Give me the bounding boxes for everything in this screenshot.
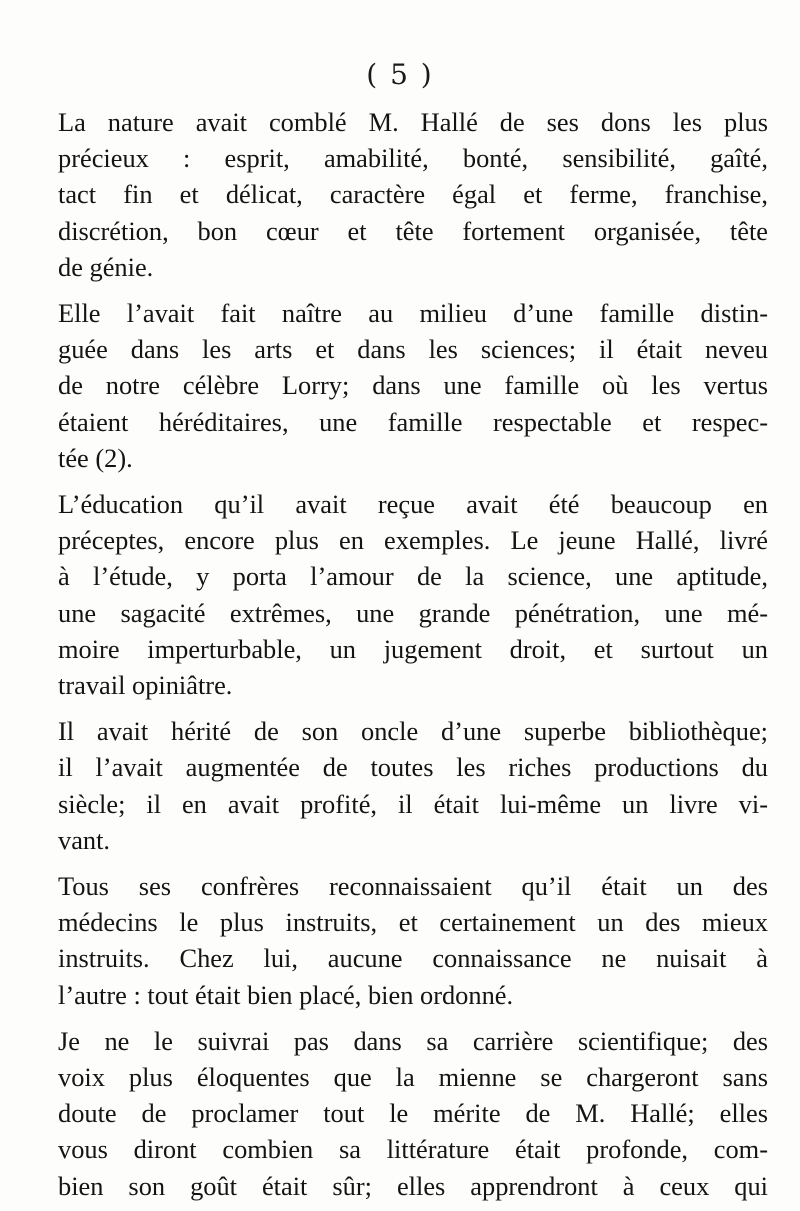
text-line: travail opiniâtre. xyxy=(58,670,233,701)
text-line: médecins le plus instruits, et certainement un des mieux xyxy=(58,907,768,938)
text-line: vant. xyxy=(58,824,111,855)
paragraph-3 xyxy=(58,486,768,703)
text-line: à l’étude, y porta l’amour de la science, une aptitude, xyxy=(58,561,768,592)
text-line: doute de proclamer tout le mérite de M. Hallé; elles xyxy=(58,1098,768,1129)
text-line: Elle l’avait fait naître au milieu d’une famille distin- xyxy=(58,298,768,329)
text-line: l’autre : tout était bien placé, bien ordonné. xyxy=(58,979,514,1010)
paragraph-2 xyxy=(58,295,768,476)
text-line: tact fin et délicat, caractère égal et ferme, franchise, xyxy=(58,179,768,210)
text-line: de génie. xyxy=(58,251,154,282)
text-line: discrétion, bon cœur et tête fortement organisée, tête xyxy=(58,215,768,246)
text-line: étaient héréditaires, une famille respectable et respec- xyxy=(58,406,768,437)
paragraph-4 xyxy=(58,713,768,858)
text-line: voix plus éloquentes que la mienne se chargeront sans xyxy=(58,1062,768,1093)
paragraph-6 xyxy=(58,1023,768,1204)
text-line: Il avait hérité de son oncle d’une superbe bibliothèque; xyxy=(58,716,768,747)
text-line: de notre célèbre Lorry; dans une famille où les vertus xyxy=(58,370,768,401)
text-line: moire imperturbable, un jugement droit, et surtout un xyxy=(58,633,768,664)
text-line: guée dans les arts et dans les sciences; il était neveu xyxy=(58,334,768,365)
body-text xyxy=(58,104,768,1211)
text-line: une sagacité extrêmes, une grande pénétration, une mé- xyxy=(58,597,768,628)
text-line: précieux : esprit, amabilité, bonté, sensibilité, gaîté, xyxy=(58,143,768,174)
text-line: instruits. Chez lui, aucune connaissance ne nuisait à xyxy=(58,943,768,974)
page-number: ( 5 ) xyxy=(366,58,434,91)
text-line: bien son goût était sûr; elles apprendront à ceux qui xyxy=(58,1170,768,1201)
text-line: préceptes, encore plus en exemples. Le jeune Hallé, livré xyxy=(58,525,768,556)
paragraph-1 xyxy=(58,104,768,285)
text-line: L’éducation qu’il avait reçue avait été beaucoup en xyxy=(58,489,768,520)
text-line: tée (2). xyxy=(58,442,133,473)
text-line: siècle; il en avait profité, il était lui-même un livre vi- xyxy=(58,788,768,819)
text-line: Tous ses confrères reconnaissaient qu’il était un des xyxy=(58,871,768,902)
text-line: Je ne le suivrai pas dans sa carrière scientifique; des xyxy=(58,1025,768,1056)
paragraph-5 xyxy=(58,868,768,1013)
text-line: La nature avait comblé M. Hallé de ses dons les plus xyxy=(58,107,768,137)
text-line: il l’avait augmentée de toutes les riches productions du xyxy=(58,752,768,783)
text-line: vous diront combien sa littérature était profonde, com- xyxy=(58,1134,768,1165)
